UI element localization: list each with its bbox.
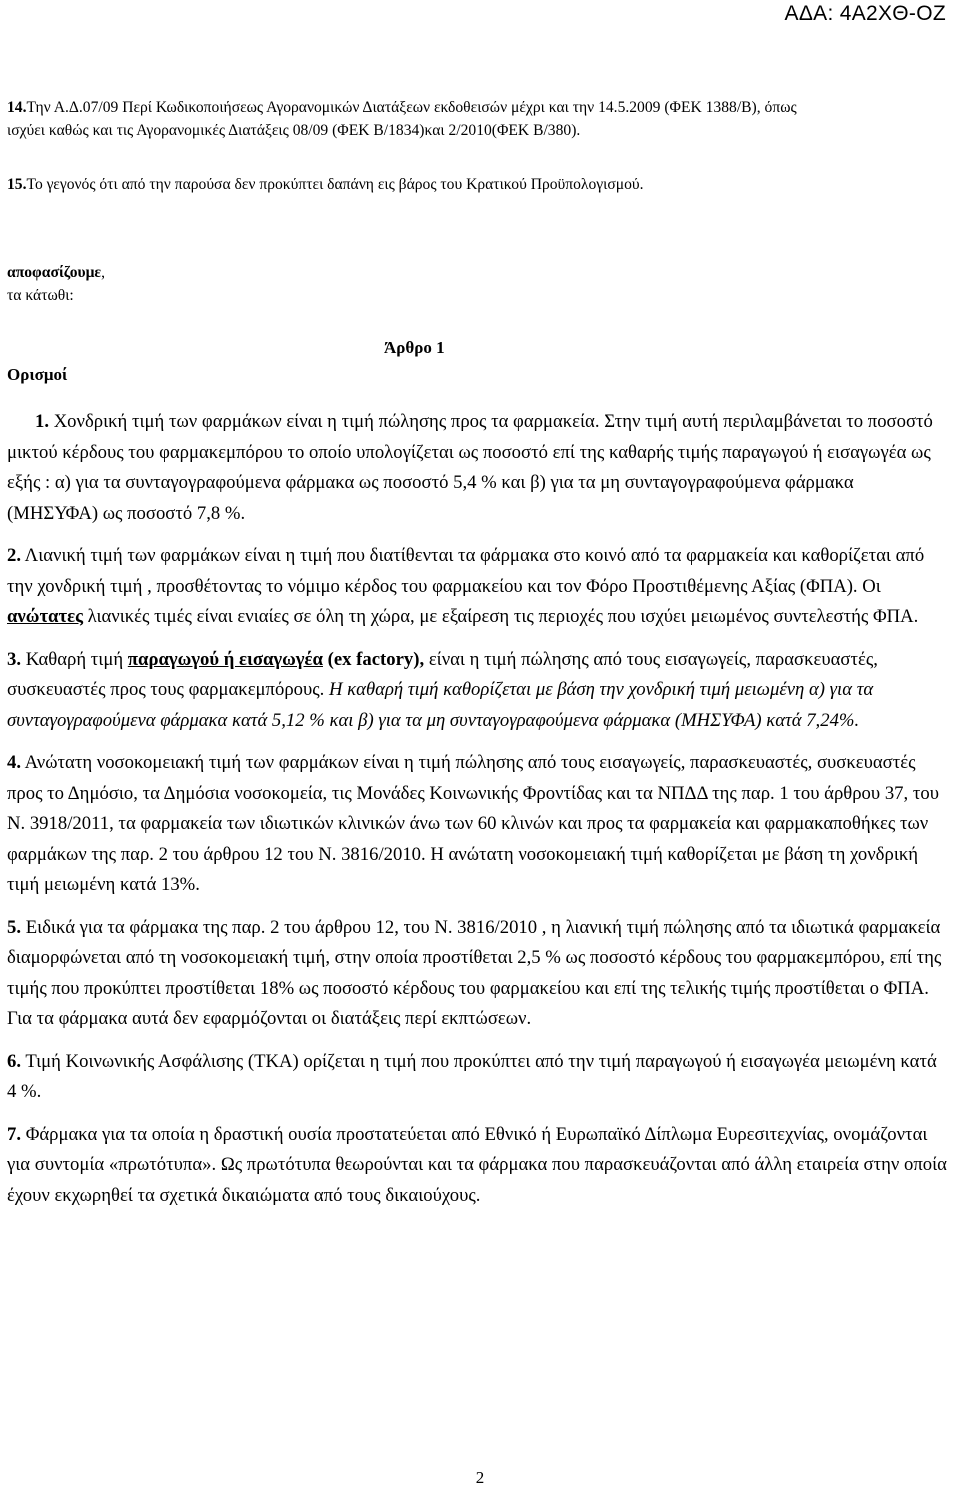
- paragraph-5-number: 5.: [7, 916, 22, 938]
- paragraph-6: [7, 1047, 947, 1108]
- item-14-text: Την Α.Δ.07/09 Περί Κωδικοποιήσεως Αγορανομικών Διατάξεων εκδοθεισών μέχρι και την 14.5.2009 (ΦΕΚ 1388/Β), όπως ισχύει καθώς και τις Αγορανομικές Διατάξεις 08/09 (ΦΕΚ Β/1834)και 2/2010(ΦΕΚ Β/380).: [7, 99, 797, 139]
- paragraph-7: [7, 1120, 947, 1212]
- paragraph-7-number: 7.: [7, 1123, 22, 1145]
- item-15-text: Το γεγονός ότι από την παρούσα δεν προκύπτει δαπάνη εις βάρος του Κρατικού Προϋπολογισμού.: [26, 176, 644, 193]
- paragraph-2: [7, 541, 947, 633]
- section-heading: Ορισμοί: [7, 365, 68, 384]
- paragraph-4-text: Ανώτατη νοσοκομειακή τιμή των φαρμάκων είναι η τιμή πώλησης από τους εισαγωγείς, παρασκευαστές, συσκευαστές προς το Δημόσιο, τα Δημόσια νοσοκομεία, τις Μονάδες Κοινωνικής Φροντίδας και τα ΝΠΔΔ της παρ. 1 του άρθρου 37, του Ν. 3918/2011, τα φαρμακεία των ιδιωτικών κλινικών άνω των 60 κλινών και προς τα φαρμακεία και φαρμακαποθήκες των φαρμάκων της παρ. 2 του άρθρου 12 του Ν. 3816/2010. Η ανώτατη νοσοκομειακή τιμή καθορίζεται με βάση τη χονδρική τιμή μειωμένη κατά 13%.: [7, 752, 939, 895]
- paragraph-1-lead: Χονδρική τιμή των φαρμάκων είναι η τιμή πώλησης προς τα φαρμακεία.: [49, 411, 600, 432]
- paragraph-3-number: 3.: [7, 648, 22, 670]
- paragraph-2-text-b: λιανικές τιμές είναι ενιαίες σε όλη τη χώρα, με εξαίρεση τις περιοχές που ισχύει μειωμένος συντελεστής ΦΠΑ.: [82, 606, 919, 627]
- item-15: [7, 174, 827, 197]
- paragraph-5-text: Ειδικά για τα φάρμακα της παρ. 2 του άρθρου 12, του Ν. 3816/2010 , η λιανική τιμή πώλησης από τα ιδιωτικά φαρμακεία διαμορφώνεται από τη νοσοκομειακή τιμή, στην οποία προστίθεται 2,5 % ως ποσοστό κέρδους του φαρμακεμπόρου, επί της τιμής που προκύπτει προστίθεται 18% ως ποσοστό κέρδους του φαρμακείου και επί της τελικής τιμής προστίθεται ο ΦΠΑ. Για τα φάρμακα αυτά δεν εφαρμόζονται οι διατάξεις περί εκπτώσεων.: [7, 916, 942, 1029]
- article-title: Άρθρο 1: [384, 338, 445, 357]
- decision-comma: ,: [101, 264, 106, 281]
- paragraph-4-number: 4.: [7, 752, 22, 773]
- item-14-number: 14.: [7, 99, 27, 116]
- decision-verb: αποφασίζουμε: [7, 264, 102, 281]
- paragraph-3-text-a: Καθαρή τιμή: [21, 648, 128, 670]
- paragraph-7-text: Φάρμακα για τα οποία η δραστική ουσία προστατεύεται από Εθνικό ή Ευρωπαϊκό Δίπλωμα Ευρεσιτεχνίας, ονομάζονται για συντομία «πρωτότυπα». Ως πρωτότυπα θεωρούνται και τα φάρμακα που παρασκευάζονται από άλλη εταιρεία στην οποία έχουν εκχωρηθεί τα σχετικά δικαιώματα από τους δικαιούχους.: [7, 1123, 947, 1206]
- paragraph-6-text: Τιμή Κοινωνικής Ασφάλισης (ΤΚΑ) ορίζεται η τιμή που προκύπτει από την τιμή παραγωγού ή εισαγωγέα μειωμένη κατά 4 %.: [7, 1050, 937, 1102]
- paragraph-3-bold-underlined: παραγωγού ή εισαγωγέα: [127, 648, 323, 670]
- paragraph-1-number: 1.: [35, 411, 50, 432]
- article-body: [7, 407, 947, 1211]
- paragraph-1-rest: Στην τιμή αυτή περιλαμβάνεται το ποσοστό μικτού κέρδους του φαρμακεμπόρου το οποίο υπολογίζεται ως ποσοστό επί της καθαρής τιμής παραγωγού ή εισαγωγέα ως εξής : α) για τα συνταγογραφούμενα φάρμακα ως ποσοστό 5,4 % και β) για τα μη συνταγογραφούμενα φάρμακα (ΜΗΣΥΦΑ) ως ποσοστό 7,8 %.: [7, 411, 933, 524]
- paragraph-2-text-a: Λιανική τιμή των φαρμάκων είναι η τιμή που διατίθενται τα φάρμακα στο κοινό από τα φαρμακεία και καθορίζεται από την χονδρική τιμή , προσθέτοντας το νόμιμο κέρδος του φαρμακείου και τον Φόρο Προστιθέμενης Αξίας (ΦΠΑ). Οι: [7, 545, 925, 597]
- paragraph-4: [7, 748, 947, 901]
- decision-block: [7, 262, 827, 307]
- paragraph-3-bold: (ex factory),: [322, 648, 425, 670]
- item-14: [7, 97, 827, 142]
- ada-code: ΑΔΑ: 4Α2ΧΘ-ΟΖ: [784, 2, 946, 25]
- paragraph-5: [7, 913, 947, 1035]
- item-15-number: 15.: [7, 176, 27, 193]
- page-number: 2: [475, 1468, 485, 1487]
- paragraph-3: [7, 645, 947, 737]
- paragraph-2-bold: ανώτατες: [7, 606, 83, 627]
- paragraph-3-text-b: είναι η τιμή πώλησης από τους εισαγωγείς, παρασκευαστές, συσκευαστές προς τους φαρμακεμπόρους.: [7, 648, 878, 700]
- decision-below: τα κάτωθι:: [7, 286, 74, 304]
- paragraph-3-italic: Η καθαρή τιμή καθορίζεται με βάση την χονδρική τιμή μειωμένη α) για τα συνταγογραφούμενα φάρμακα κατά 5,12 % και β) για τα μη συνταγογραφούμενα φάρμακα (ΜΗΣΥΦΑ) κατά 7,24%.: [7, 679, 874, 731]
- paragraph-6-number: 6.: [7, 1050, 22, 1072]
- paragraph-2-number: 2.: [7, 545, 22, 566]
- paragraph-1: [7, 407, 947, 529]
